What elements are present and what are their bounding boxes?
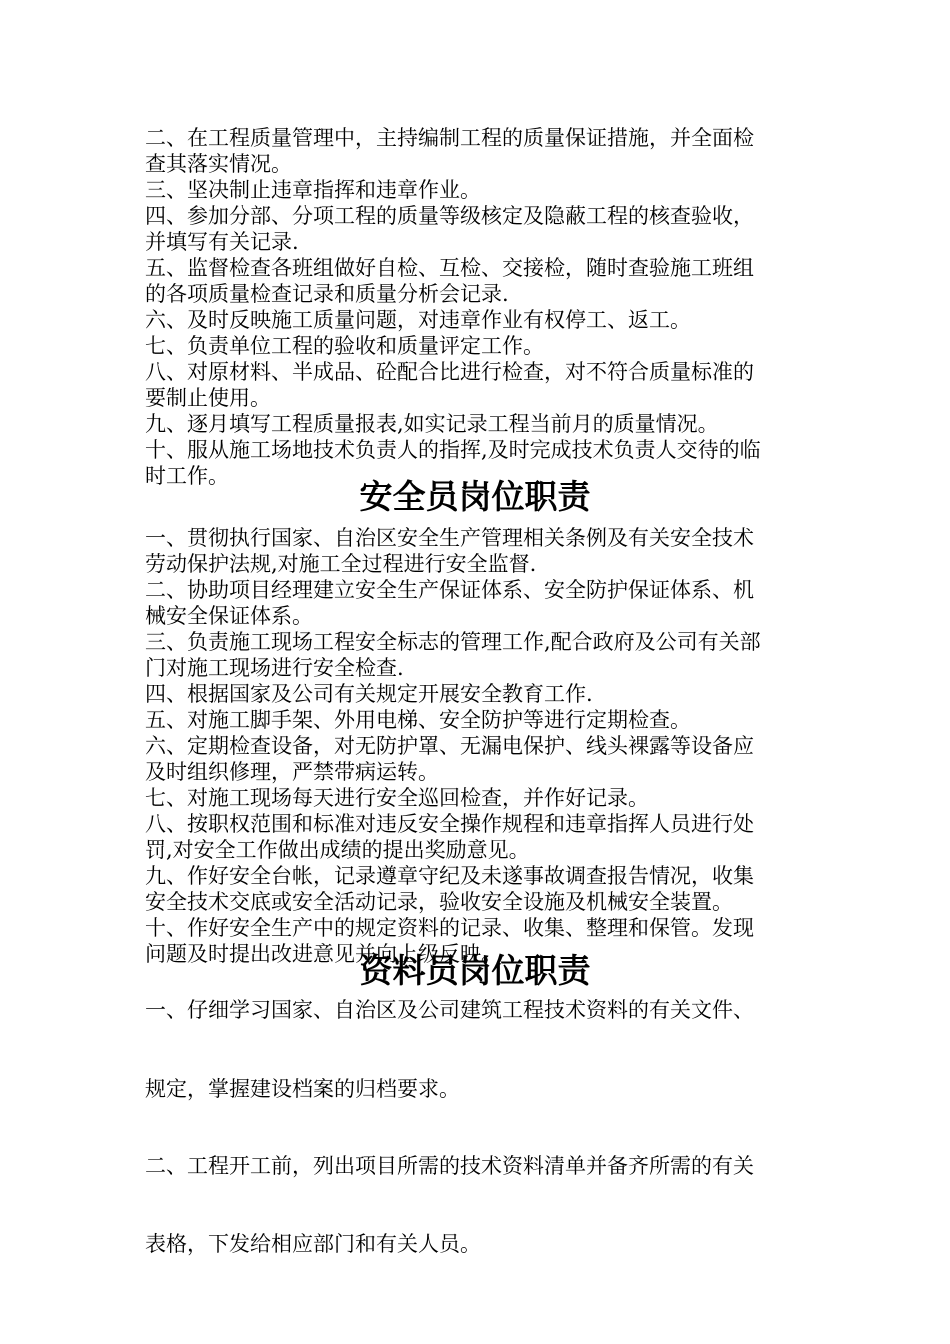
document-line-3: 二、工程开工前，列出项目所需的技术资料清单并备齐所需的有关: [145, 1154, 754, 1178]
quality-line-11: 要制止使用。: [145, 386, 271, 410]
quality-line-2: 查其落实情况。: [145, 152, 292, 176]
quality-line-9: 七、负责单位工程的验收和质量评定工作。: [145, 334, 544, 358]
quality-line-12: 九、逐月填写工程质量报表,如实记录工程当前月的质量情况。: [145, 412, 719, 436]
safety-line-16: 十、作好安全生产中的规定资料的记录、收集、整理和保管。发现: [145, 916, 754, 940]
document-section-title: 资料员岗位职责: [359, 951, 591, 990]
quality-line-5: 并填写有关记录.: [145, 230, 299, 254]
safety-line-3: 二、协助项目经理建立安全生产保证体系、安全防护保证体系、机: [145, 578, 754, 602]
quality-line-14: 时工作。: [145, 464, 229, 488]
safety-line-5: 三、负责施工现场工程安全标志的管理工作,配合政府及公司有关部: [145, 630, 761, 654]
quality-line-3: 三、坚决制止违章指挥和违章作业。: [145, 178, 481, 202]
quality-line-8: 六、及时反映施工质量问题，对违章作业有权停工、返工。: [145, 308, 691, 332]
safety-line-11: 七、对施工现场每天进行安全巡回检查，并作好记录。: [145, 786, 649, 810]
document-line-1: 一、仔细学习国家、自治区及公司建筑工程技术资料的有关文件、: [145, 998, 754, 1022]
safety-line-10: 及时组织修理，严禁带病运转。: [145, 760, 439, 784]
document-line-2: 规定，掌握建设档案的归档要求。: [145, 1077, 460, 1101]
safety-line-4: 械安全保证体系。: [145, 604, 313, 628]
safety-line-9: 六、定期检查设备，对无防护罩、无漏电保护、线头裸露等设备应: [145, 734, 754, 758]
safety-line-6: 门对施工现场进行安全检查.: [145, 656, 404, 680]
safety-line-13: 罚,对安全工作做出成绩的提出奖励意见。: [145, 838, 530, 862]
quality-line-10: 八、对原材料、半成品、砼配合比进行检查，对不符合质量标准的: [145, 360, 754, 384]
safety-line-15: 安全技术交底或安全活动记录，验收安全设施及机械安全装置。: [145, 890, 733, 914]
safety-section-title: 安全员岗位职责: [359, 477, 591, 516]
quality-line-1: 二、在工程质量管理中，主持编制工程的质量保证措施，并全面检: [145, 126, 754, 150]
quality-line-6: 五、监督检查各班组做好自检、互检、交接检，随时查验施工班组: [145, 256, 754, 280]
document-line-4: 表格，下发给相应部门和有关人员。: [145, 1232, 481, 1256]
safety-line-1: 一、贯彻执行国家、自治区安全生产管理相关条例及有关安全技术: [145, 526, 754, 550]
quality-line-4: 四、参加分部、分项工程的质量等级核定及隐蔽工程的核查验收，: [145, 204, 754, 228]
safety-line-14: 九、作好安全台帐，记录遵章守纪及未遂事故调查报告情况，收集: [145, 864, 754, 888]
safety-line-17: 问题及时提出改进意见并向上级反映。: [145, 942, 502, 966]
quality-line-7: 的各项质量检查记录和质量分析会记录.: [145, 282, 509, 306]
quality-line-13: 十、服从施工场地技术负责人的指挥,及时完成技术负责人交待的临: [145, 438, 761, 462]
safety-line-7: 四、根据国家及公司有关规定开展安全教育工作.: [145, 682, 593, 706]
safety-line-2: 劳动保护法规,对施工全过程进行安全监督.: [145, 552, 537, 576]
safety-line-8: 五、对施工脚手架、外用电梯、安全防护等进行定期检查。: [145, 708, 691, 732]
safety-line-12: 八、按职权范围和标准对违反安全操作规程和违章指挥人员进行处: [145, 812, 754, 836]
